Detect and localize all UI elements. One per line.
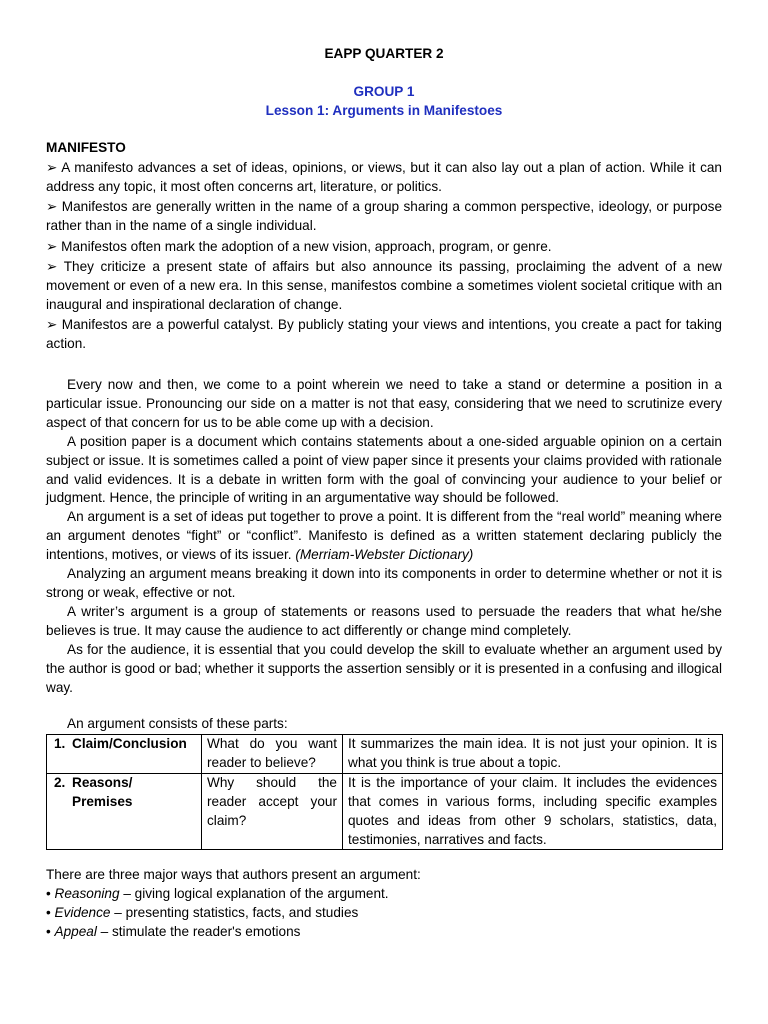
bullet-text: A manifesto advances a set of ideas, opinions, or views, but it can also lay out a plan of action. While it can address any topic, it most often concerns art, literature, or politics.	[46, 160, 722, 194]
list-item	[46, 904, 722, 923]
paragraph	[46, 508, 722, 565]
part-question-cell: What do you want reader to believe?	[202, 735, 343, 774]
paragraph: Every now and then, we come to a point wherein we need to take a stand or determine a position in a particular issue. Pronouncing our side on a matter is not that easy, considering that we need to scrutinize every aspect of that concern for us to be able come up with a decision.	[46, 377, 722, 430]
paragraph: A position paper is a document which contains statements about a one-sided arguable opinion on a certain subject or issue. It is sometimes called a point of view paper since it presents your claims provided with rationale and valid evidences. It is a debate in written form with the goal of convincing your audience to your belief or judgment. Hence, the principle of writing in an argumentative way should be followed.	[46, 433, 722, 506]
way-term: Appeal	[54, 923, 97, 939]
dot-bullet-icon: •	[46, 923, 51, 939]
table-row	[47, 735, 723, 774]
way-description: – stimulate the reader's emotions	[96, 923, 301, 939]
paragraph-text: An argument is a set of ideas put together to prove a point. It is different from the “real world” meaning where an argument denotes “fight” or “conflict”. Manifesto is defined as a written statement declaring publicly the intentions, motives, or views of its issuer.	[46, 509, 722, 563]
part-label-continued: Premises	[72, 793, 133, 809]
table-row	[47, 773, 723, 850]
part-label: Claim/Conclusion	[72, 736, 187, 751]
bullet-text: Manifestos often mark the adoption of a new vision, approach, program, or genre.	[61, 238, 552, 254]
part-number: 2.	[54, 774, 66, 790]
citation: (Merriam-Webster Dictionary)	[295, 547, 474, 563]
ways-intro: There are three major ways that authors present an argument:	[46, 867, 421, 882]
part-description-cell: It summarizes the main idea. It is not just your opinion. It is what you think is true about a topic.	[343, 735, 723, 774]
paragraph: A writer’s argument is a group of statements or reasons used to persuade the readers that what he/she believes is true. It may cause the audience to act differently or change mind completely.	[46, 603, 722, 638]
list-item	[46, 923, 722, 942]
manifesto-bullet	[46, 198, 722, 236]
manifesto-heading: MANIFESTO	[46, 140, 126, 155]
bullet-text: Manifestos are generally written in the name of a group sharing a common perspective, ideology, or purpose rather than in the name of a single individual.	[46, 199, 723, 234]
bullet-text: They criticize a present state of affairs but also announce its passing, proclaiming the advent of a new movement or even of a new era. In this sense, manifestos combine a sometimes violent societal critique with an inaugural and inspirational declaration of change.	[46, 259, 722, 312]
part-label-cell	[47, 773, 202, 850]
arrow-bullet-icon: ➢	[46, 238, 58, 254]
argument-ways-list	[46, 866, 722, 942]
body-paragraphs	[46, 376, 722, 697]
list-item	[46, 885, 722, 904]
parts-intro: An argument consists of these parts:	[67, 716, 288, 731]
part-description-cell: It is the importance of your claim. It includes the evidences that comes in various forms, including specific examples quotes and ideas from other 9 scholars, statistics, data, testimonies, narratives and facts.	[343, 773, 723, 850]
manifesto-bullet	[46, 258, 722, 315]
way-term: Evidence	[54, 904, 111, 920]
part-label-cell	[47, 735, 202, 774]
arrow-bullet-icon: ➢	[46, 317, 58, 333]
document-title: EAPP QUARTER 2	[324, 46, 444, 61]
dot-bullet-icon: •	[46, 904, 51, 920]
arrow-bullet-icon: ➢	[46, 160, 58, 175]
bullet-text: Manifestos are a powerful catalyst. By publicly stating your views and intentions, you create a pact for taking action.	[46, 317, 722, 352]
manifesto-bullet-list	[46, 159, 722, 356]
group-title: GROUP 1	[353, 84, 415, 99]
lesson-title: Lesson 1: Arguments in Manifestoes	[265, 103, 503, 118]
argument-parts-table	[46, 734, 723, 850]
way-term: Reasoning	[54, 885, 120, 901]
part-number: 1.	[54, 736, 66, 751]
part-label: Reasons/	[72, 774, 133, 790]
dot-bullet-icon: •	[46, 885, 51, 901]
manifesto-bullet	[46, 159, 722, 197]
way-description: – giving logical explanation of the argument.	[119, 885, 389, 901]
paragraph: As for the audience, it is essential that you could develop the skill to evaluate whether an argument used by the author is good or bad; whether it supports the assertion sensibly or it is presented in a confusing and illogical way.	[46, 641, 722, 695]
arrow-bullet-icon: ➢	[46, 259, 58, 275]
arrow-bullet-icon: ➢	[46, 199, 58, 215]
manifesto-bullet	[46, 316, 722, 354]
manifesto-bullet	[46, 238, 722, 257]
part-question-cell: Why should the reader accept your claim?	[202, 773, 343, 850]
way-description: – presenting statistics, facts, and studies	[110, 904, 359, 920]
paragraph: Analyzing an argument means breaking it down into its components in order to determine whether or not it is strong or weak, effective or not.	[46, 566, 722, 600]
